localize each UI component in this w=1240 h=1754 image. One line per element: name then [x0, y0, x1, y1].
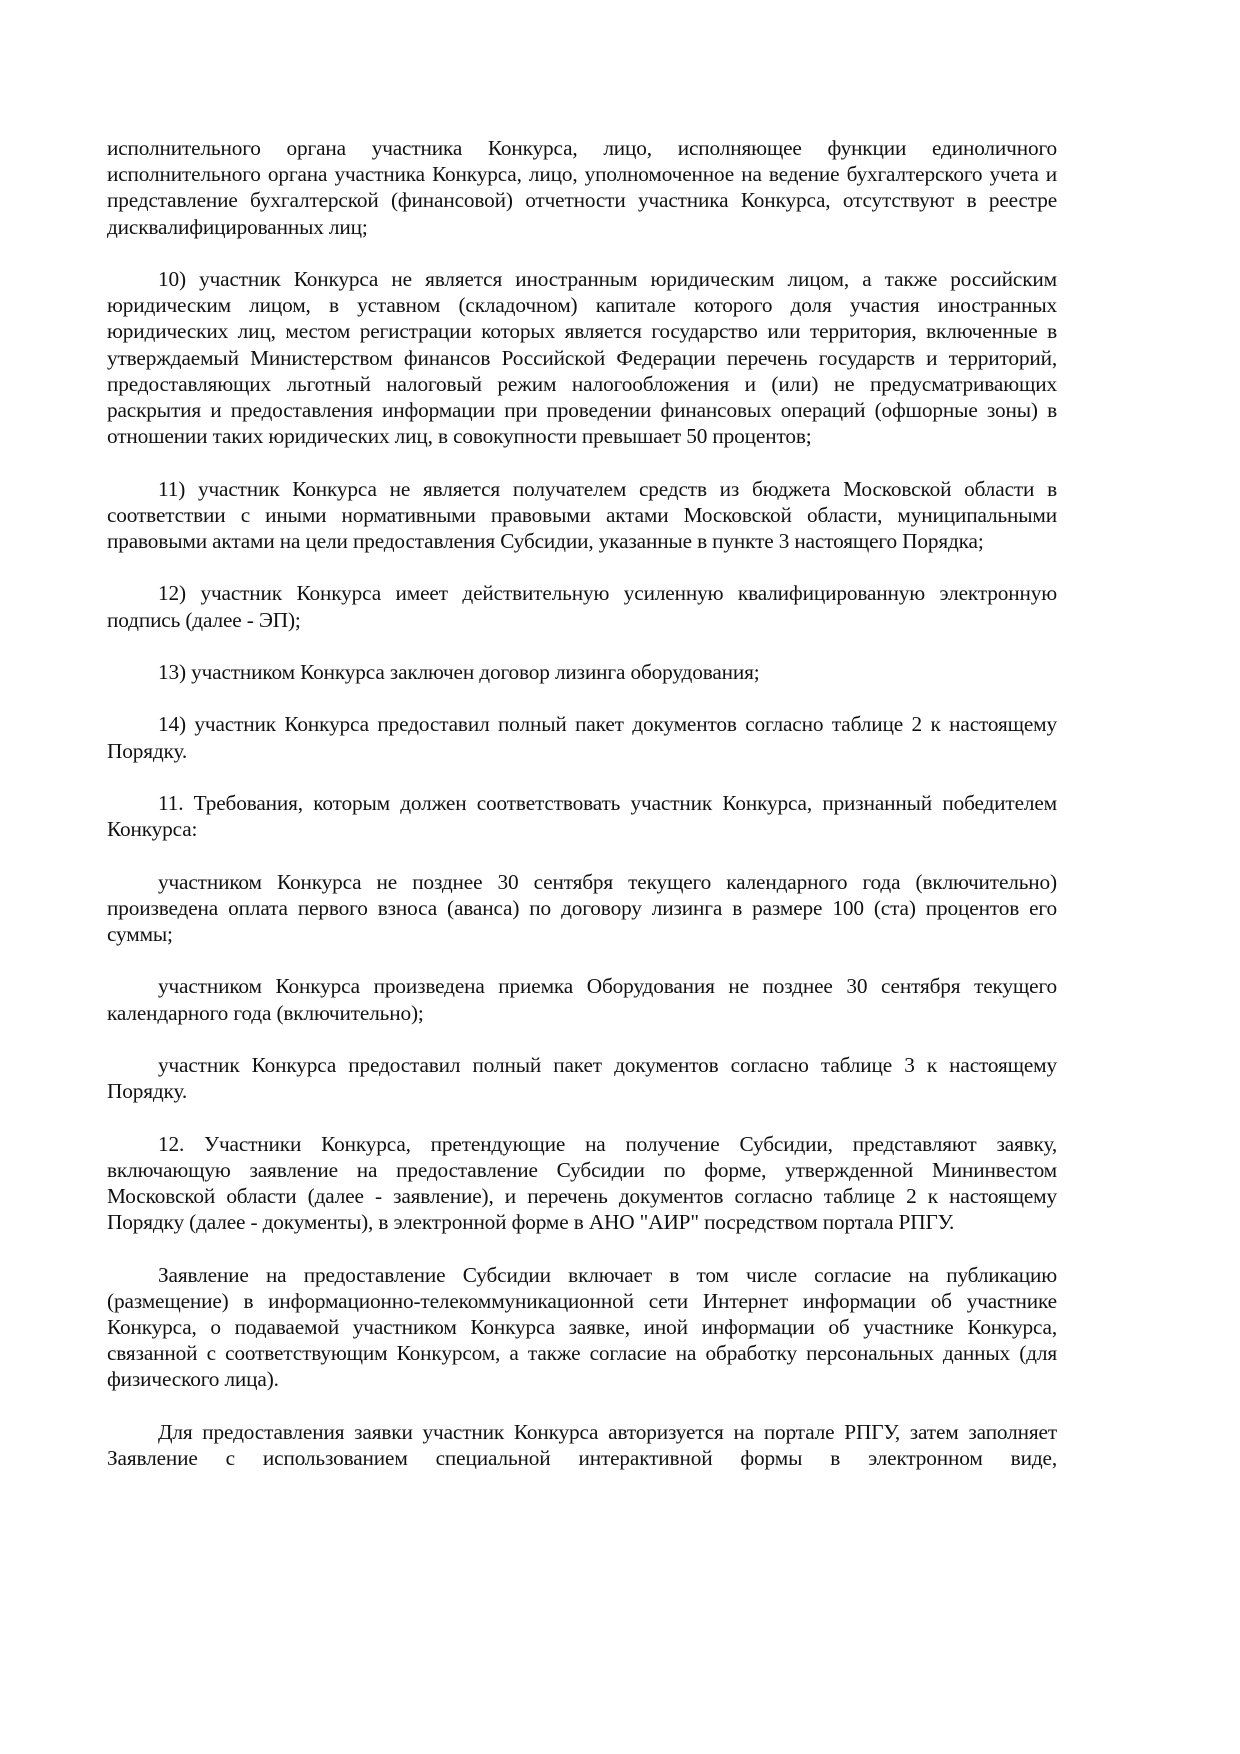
document-page: [107, 135, 1057, 1471]
requirement-documents: участник Конкурса предоставил полный пакет документов согласно таблице 3 к настоящему Порядку.: [107, 1052, 1057, 1104]
section-12-paragraph: 12. Участники Конкурса, претендующие на получение Субсидии, представляют заявку, включающую заявление на предоставление Субсидии по форме, утвержденной Мининвестом Московской области (далее - заявление), и перечень документов согласно таблице 2 к настоящему Порядку (далее - документы), в электронной форме в АНО "АИР" посредством портала РПГУ.: [107, 1131, 1057, 1235]
section-11-heading: 11. Требования, которым должен соответствовать участник Конкурса, признанный победителем Конкурса:: [107, 790, 1057, 842]
paragraph-item-14: 14) участник Конкурса предоставил полный пакет документов согласно таблице 2 к настоящему Порядку.: [107, 712, 1057, 763]
paragraph-item-11: 11) участник Конкурса не является получателем средств из бюджета Московской области в соответствии с иными нормативными правовыми актами Московской области, муниципальными правовыми актами на цели предоставления Субсидии, указанные в пункте 3 настоящего Порядка;: [107, 476, 1057, 554]
statement-consent-paragraph: Заявление на предоставление Субсидии включает в том числе согласие на публикацию (размещение) в информационно-телекоммуникационной сети Интернет информации об участнике Конкурса, о подаваемой участником Конкурса заявке, иной информации об участнике Конкурса, связанной с соответствующим Конкурсом, а также согласие на обработку персональных данных (для физического лица).: [107, 1262, 1057, 1392]
paragraph-item-9-continuation: исполнительного органа участника Конкурса, лицо, исполняющее функции единоличного исполнительного органа участника Конкурса, лицо, уполномоченное на ведение бухгалтерского учета и представление бухгалтерской (финансовой) отчетности участника Конкурса, отсутствуют в реестре дисквалифицированных лиц;: [107, 136, 1057, 239]
paragraph-item-13: 13) участником Конкурса заключен договор лизинга оборудования;: [158, 660, 760, 684]
submission-procedure-paragraph: Для предоставления заявки участник Конкурса авторизуется на портале РПГУ, затем заполняет Заявление с использованием специальной интерактивной формы в электронном виде,: [107, 1419, 1057, 1470]
paragraph-item-10: 10) участник Конкурса не является иностранным юридическим лицом, а также российским юридическим лицом, в уставном (складочном) капитале которого доля участия иностранных юридических лиц, местом регистрации которых является государство или территория, включенные в утверждаемый Министерством финансов Российской Федерации перечень государств и территорий, предоставляющих льготный налоговый режим налогообложения и (или) не предусматривающих раскрытия и предоставления информации при проведении финансовых операций (офшорные зоны) в отношении таких юридических лиц, в совокупности превышает 50 процентов;: [107, 267, 1057, 449]
requirement-payment: участником Конкурса не позднее 30 сентября текущего календарного года (включительно) произведена оплата первого взноса (аванса) по договору лизинга в размере 100 (ста) процентов его суммы;: [107, 869, 1057, 946]
paragraph-item-12: 12) участник Конкурса имеет действительную усиленную квалифицированную электронную подпись (далее - ЭП);: [107, 581, 1057, 632]
requirement-acceptance: участником Конкурса произведена приемка Оборудования не позднее 30 сентября текущего календарного года (включительно);: [107, 974, 1057, 1025]
